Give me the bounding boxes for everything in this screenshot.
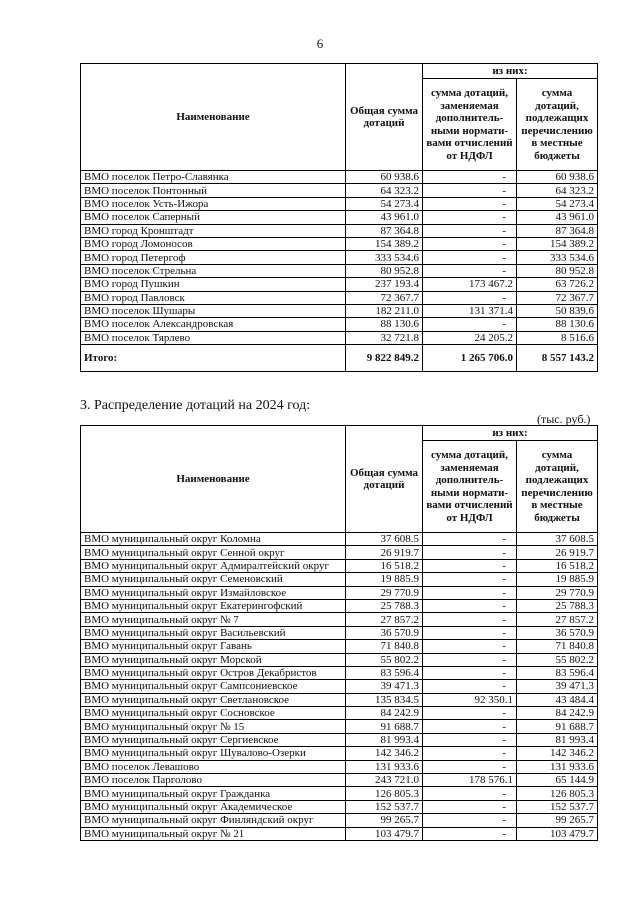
cell-name: ВМО город Ломоносов	[81, 237, 346, 250]
cell-transfer: 83 596.4	[517, 666, 598, 679]
table-header	[81, 426, 598, 533]
cell-total: 84 242.9	[346, 707, 423, 720]
table-row	[81, 304, 598, 317]
cell-replaced: 178 576.1	[423, 774, 517, 787]
cell-total: 29 770.9	[346, 586, 423, 599]
cell-replaced: -	[423, 197, 517, 210]
table-row	[81, 586, 598, 599]
cell-transfer: 154 389.2	[517, 237, 598, 250]
cell-transfer: 16 518.2	[517, 559, 598, 572]
cell-name: ВМО город Петергоф	[81, 251, 346, 264]
cell-total: 60 938.6	[346, 171, 423, 184]
header-replaced: сумма дотаций, заменяемая дополнитель-ными нормати-вами отчислений от НДФЛ	[423, 79, 517, 171]
table-row	[81, 774, 598, 787]
cell-replaced: -	[423, 747, 517, 760]
cell-name: ВМО муниципальный округ Семеновский	[81, 573, 346, 586]
table-row	[81, 827, 598, 840]
table-header	[81, 64, 598, 171]
cell-total: 27 857.2	[346, 613, 423, 626]
cell-replaced: -	[423, 680, 517, 693]
cell-transfer: 63 726.2	[517, 278, 598, 291]
cell-name: ВМО муниципальный округ Финляндский округ	[81, 814, 346, 827]
dotation-table-2024	[80, 425, 598, 841]
cell-total: 80 952.8	[346, 264, 423, 277]
table-row	[81, 197, 598, 210]
cell-replaced: -	[423, 613, 517, 626]
cell-name: ВМО поселок Левашово	[81, 760, 346, 773]
cell-total: 103 479.7	[346, 827, 423, 840]
header-name: Наименование	[81, 426, 346, 533]
header-of-which: из них:	[423, 426, 598, 441]
cell-replaced: -	[423, 224, 517, 237]
cell-transfer: 103 479.7	[517, 827, 598, 840]
cell-transfer: 27 857.2	[517, 613, 598, 626]
header-total: Общая сумма дотаций	[346, 64, 423, 171]
table-row	[81, 814, 598, 827]
cell-name: ВМО поселок Саперный	[81, 211, 346, 224]
cell-replaced: -	[423, 318, 517, 331]
cell-total: 154 389.2	[346, 237, 423, 250]
cell-replaced: -	[423, 546, 517, 559]
cell-transfer: 19 885.9	[517, 573, 598, 586]
cell-name: ВМО муниципальный округ Академическое	[81, 800, 346, 813]
table-row	[81, 251, 598, 264]
cell-name: ВМО муниципальный округ Васильевский	[81, 626, 346, 639]
cell-name: ВМО муниципальный округ Гражданка	[81, 787, 346, 800]
table-row	[81, 331, 598, 344]
cell-name: ВМО муниципальный округ Сергиевское	[81, 733, 346, 746]
cell-transfer: 36 570.9	[517, 626, 598, 639]
cell-name: ВМО муниципальный округ Шувалово-Озерки	[81, 747, 346, 760]
header-replaced: сумма дотаций, заменяемая дополнитель-ными нормати-вами отчислений от НДФЛ	[423, 441, 517, 533]
table-row	[81, 224, 598, 237]
cell-transfer: 88 130.6	[517, 318, 598, 331]
cell-replaced: -	[423, 800, 517, 813]
cell-replaced: -	[423, 814, 517, 827]
cell-name: ВМО город Пушкин	[81, 278, 346, 291]
table-row	[81, 693, 598, 706]
cell-name: ВМО поселок Стрельна	[81, 264, 346, 277]
section-title: 3. Распределение дотаций на 2024 год:	[80, 398, 311, 413]
cell-total: 54 273.4	[346, 197, 423, 210]
cell-transfer: 50 839.6	[517, 304, 598, 317]
cell-transfer: 39 471.3	[517, 680, 598, 693]
table-row	[81, 264, 598, 277]
cell-name: ВМО поселок Парголово	[81, 774, 346, 787]
table-row	[81, 626, 598, 639]
table-row	[81, 760, 598, 773]
table-row	[81, 733, 598, 746]
header-of-which: из них:	[423, 64, 598, 79]
table-row	[81, 546, 598, 559]
cell-transfer: 87 364.8	[517, 224, 598, 237]
cell-transfer: 333 534.6	[517, 251, 598, 264]
table-row	[81, 171, 598, 184]
header-name: Наименование	[81, 64, 346, 171]
cell-replaced: -	[423, 171, 517, 184]
cell-replaced: -	[423, 251, 517, 264]
table-row	[81, 640, 598, 653]
cell-name: ВМО муниципальный округ № 15	[81, 720, 346, 733]
dotation-table-2023	[80, 63, 598, 372]
cell-name: ВМО муниципальный округ Гавань	[81, 640, 346, 653]
cell-total: 39 471.3	[346, 680, 423, 693]
cell-replaced: -	[423, 559, 517, 572]
table-row	[81, 211, 598, 224]
table-row	[81, 747, 598, 760]
header-transfer: сумма дотаций, подлежащих перечислению в местные бюджеты	[517, 79, 598, 171]
cell-replaced: -	[423, 787, 517, 800]
cell-transfer: 37 608.5	[517, 533, 598, 546]
cell-transfer: 72 367.7	[517, 291, 598, 304]
cell-transfer: 126 805.3	[517, 787, 598, 800]
cell-name: ВМО муниципальный округ Морской	[81, 653, 346, 666]
table-row	[81, 720, 598, 733]
cell-name: ВМО муниципальный округ Измайловское	[81, 586, 346, 599]
cell-name: ВМО город Павловск	[81, 291, 346, 304]
cell-replaced: -	[423, 760, 517, 773]
cell-replaced: 92 350.1	[423, 693, 517, 706]
cell-name: ВМО муниципальный округ Светлановское	[81, 693, 346, 706]
cell-name: ВМО муниципальный округ № 21	[81, 827, 346, 840]
table-row	[81, 599, 598, 612]
cell-replaced: -	[423, 707, 517, 720]
cell-transfer: 25 788.3	[517, 599, 598, 612]
cell-transfer: 80 952.8	[517, 264, 598, 277]
cell-replaced: -	[423, 720, 517, 733]
table-row	[81, 184, 598, 197]
cell-name: ВМО муниципальный округ Сосновское	[81, 707, 346, 720]
cell-transfer: 84 242.9	[517, 707, 598, 720]
cell-replaced: 131 371.4	[423, 304, 517, 317]
cell-name: ВМО город Кронштадт	[81, 224, 346, 237]
table-row	[81, 573, 598, 586]
cell-replaced: -	[423, 211, 517, 224]
cell-replaced: -	[423, 827, 517, 840]
cell-name: ВМО муниципальный округ Адмиралтейский округ	[81, 559, 346, 572]
cell-transfer: 142 346.2	[517, 747, 598, 760]
cell-replaced: -	[423, 666, 517, 679]
cell-total: 19 885.9	[346, 573, 423, 586]
table-row	[81, 533, 598, 546]
table-body	[81, 171, 598, 345]
cell-transfer: 26 919.7	[517, 546, 598, 559]
cell-name: ВМО муниципальный округ Остров Декабристов	[81, 666, 346, 679]
cell-transfer: 43 484.4	[517, 693, 598, 706]
header-total: Общая сумма дотаций	[346, 426, 423, 533]
table-row	[81, 237, 598, 250]
total-sum: 9 822 849.2	[346, 345, 423, 372]
cell-replaced: -	[423, 533, 517, 546]
cell-replaced: 24 205.2	[423, 331, 517, 344]
cell-total: 37 608.5	[346, 533, 423, 546]
cell-total: 25 788.3	[346, 599, 423, 612]
cell-total: 182 211.0	[346, 304, 423, 317]
cell-total: 32 721.8	[346, 331, 423, 344]
table-row	[81, 666, 598, 679]
table-row	[81, 680, 598, 693]
cell-replaced: -	[423, 184, 517, 197]
cell-name: ВМО муниципальный округ Коломна	[81, 533, 346, 546]
table-body	[81, 533, 598, 841]
table-row	[81, 318, 598, 331]
cell-total: 71 840.8	[346, 640, 423, 653]
page-number: 6	[316, 36, 324, 51]
table-row	[81, 278, 598, 291]
cell-name: ВМО поселок Петро-Славянка	[81, 171, 346, 184]
cell-total: 237 193.4	[346, 278, 423, 291]
cell-name: ВМО муниципальный округ Сампсониевское	[81, 680, 346, 693]
cell-transfer: 81 993.4	[517, 733, 598, 746]
cell-replaced: -	[423, 264, 517, 277]
cell-total: 81 993.4	[346, 733, 423, 746]
cell-transfer: 43 961.0	[517, 211, 598, 224]
cell-total: 36 570.9	[346, 626, 423, 639]
cell-transfer: 99 265.7	[517, 814, 598, 827]
table-row	[81, 800, 598, 813]
cell-total: 333 534.6	[346, 251, 423, 264]
cell-total: 135 834.5	[346, 693, 423, 706]
cell-replaced: -	[423, 640, 517, 653]
table-row	[81, 559, 598, 572]
table-row	[81, 653, 598, 666]
cell-name: ВМО поселок Шушары	[81, 304, 346, 317]
cell-transfer: 60 938.6	[517, 171, 598, 184]
cell-replaced: 173 467.2	[423, 278, 517, 291]
unit-label: (тыс. руб.)	[537, 412, 591, 426]
total-replaced: 1 265 706.0	[423, 345, 517, 372]
cell-replaced: -	[423, 599, 517, 612]
total-transfer: 8 557 143.2	[517, 345, 598, 372]
table-row	[81, 291, 598, 304]
cell-replaced: -	[423, 653, 517, 666]
cell-total: 131 933.6	[346, 760, 423, 773]
cell-total: 142 346.2	[346, 747, 423, 760]
cell-transfer: 8 516.6	[517, 331, 598, 344]
cell-total: 99 265.7	[346, 814, 423, 827]
cell-transfer: 91 688.7	[517, 720, 598, 733]
cell-total: 91 688.7	[346, 720, 423, 733]
cell-replaced: -	[423, 291, 517, 304]
cell-name: ВМО муниципальный округ № 7	[81, 613, 346, 626]
total-row	[81, 345, 598, 372]
cell-transfer: 65 144.9	[517, 774, 598, 787]
cell-name: ВМО поселок Понтонный	[81, 184, 346, 197]
cell-total: 152 537.7	[346, 800, 423, 813]
table-row	[81, 707, 598, 720]
table-row	[81, 613, 598, 626]
cell-replaced: -	[423, 573, 517, 586]
cell-total: 55 802.2	[346, 653, 423, 666]
cell-transfer: 54 273.4	[517, 197, 598, 210]
cell-name: ВМО муниципальный округ Сенной округ	[81, 546, 346, 559]
cell-transfer: 152 537.7	[517, 800, 598, 813]
cell-replaced: -	[423, 586, 517, 599]
cell-transfer: 71 840.8	[517, 640, 598, 653]
cell-transfer: 29 770.9	[517, 586, 598, 599]
cell-total: 72 367.7	[346, 291, 423, 304]
total-label: Итого:	[81, 345, 346, 372]
cell-total: 87 364.8	[346, 224, 423, 237]
cell-transfer: 64 323.2	[517, 184, 598, 197]
cell-name: ВМО поселок Усть-Ижора	[81, 197, 346, 210]
cell-replaced: -	[423, 626, 517, 639]
cell-total: 243 721.0	[346, 774, 423, 787]
cell-transfer: 131 933.6	[517, 760, 598, 773]
cell-name: ВМО поселок Александровская	[81, 318, 346, 331]
cell-total: 126 805.3	[346, 787, 423, 800]
cell-total: 64 323.2	[346, 184, 423, 197]
cell-transfer: 55 802.2	[517, 653, 598, 666]
cell-total: 16 518.2	[346, 559, 423, 572]
cell-total: 88 130.6	[346, 318, 423, 331]
cell-replaced: -	[423, 733, 517, 746]
cell-name: ВМО поселок Тярлево	[81, 331, 346, 344]
cell-name: ВМО муниципальный округ Екатерингофский	[81, 599, 346, 612]
header-transfer: сумма дотаций, подлежащих перечислению в местные бюджеты	[517, 441, 598, 533]
table-row	[81, 787, 598, 800]
cell-total: 83 596.4	[346, 666, 423, 679]
cell-total: 43 961.0	[346, 211, 423, 224]
cell-replaced: -	[423, 237, 517, 250]
cell-total: 26 919.7	[346, 546, 423, 559]
